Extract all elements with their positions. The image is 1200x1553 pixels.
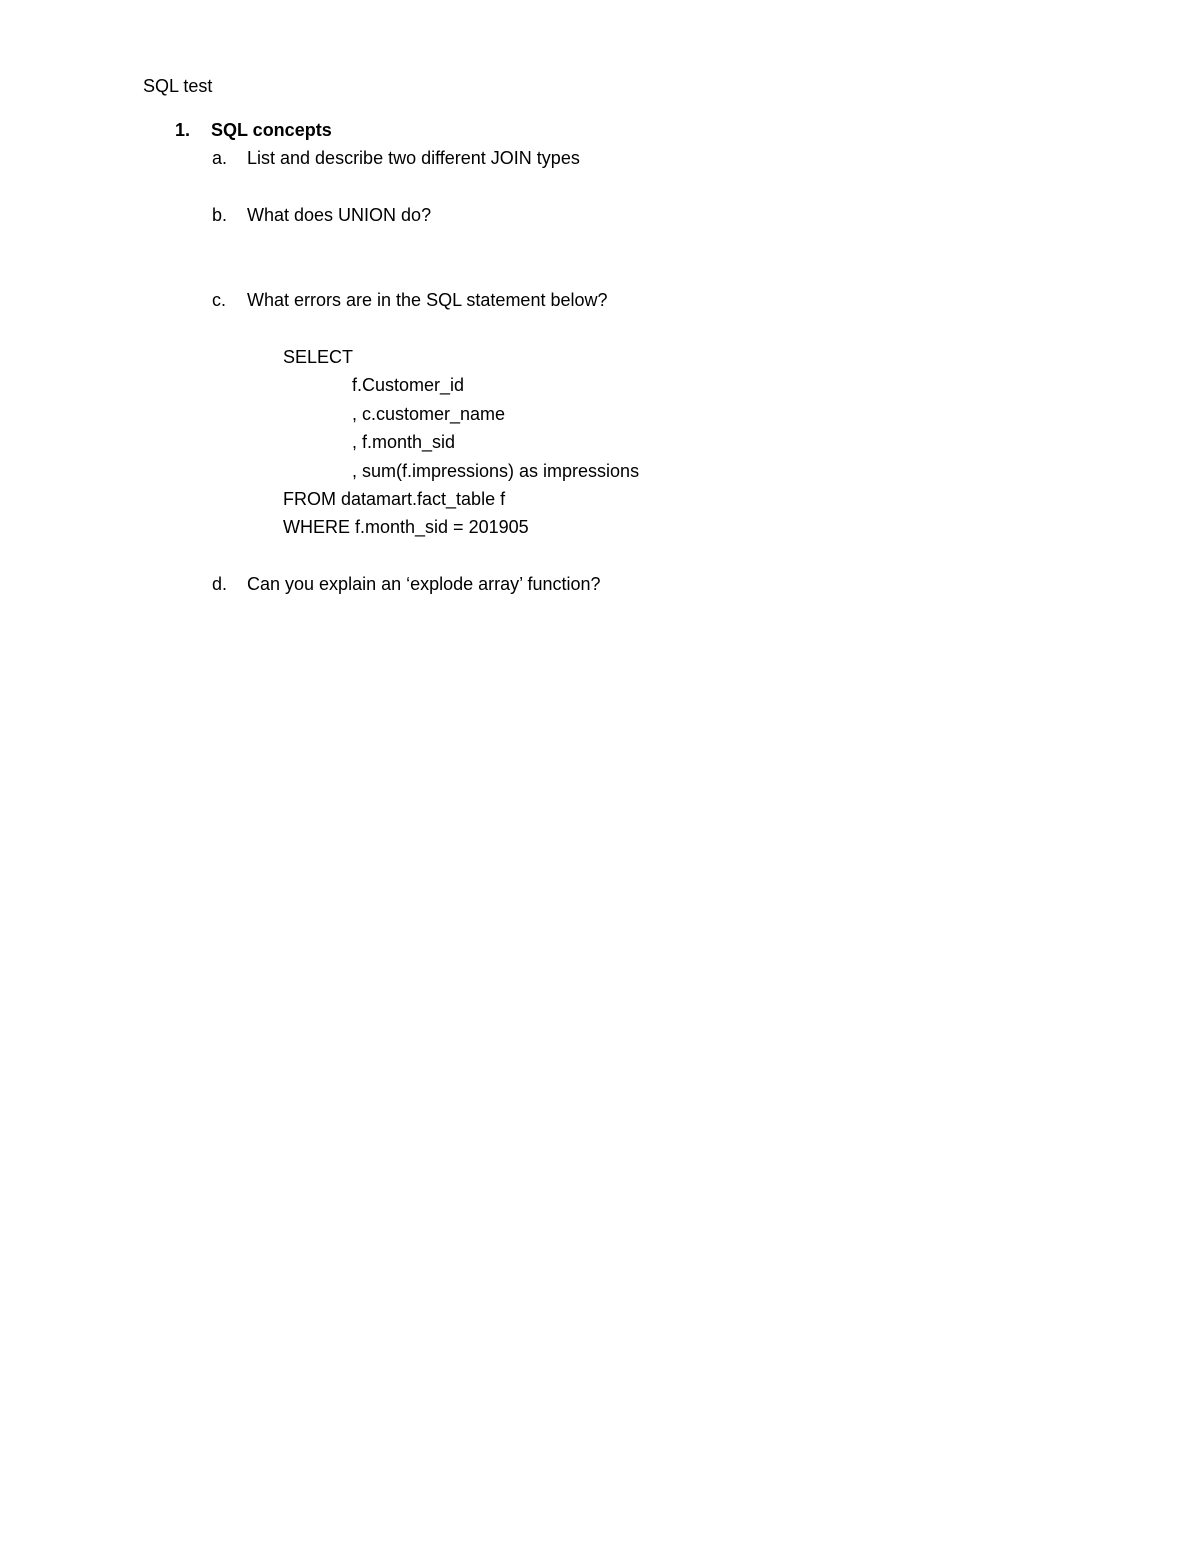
sql-line: , c.customer_name xyxy=(352,404,506,424)
question-b-text: What does UNION do? xyxy=(247,205,432,225)
sql-line: , f.month_sid xyxy=(352,432,456,452)
sql-line: FROM datamart.fact_table f xyxy=(283,489,506,509)
question-d-letter: d. xyxy=(212,574,228,594)
sql-line: f.Customer_id xyxy=(352,375,465,395)
question-a-letter: a. xyxy=(212,148,228,168)
question-d-text: Can you explain an ‘explode array’ function? xyxy=(247,574,601,594)
section-number: 1. xyxy=(175,120,191,140)
sql-line: , sum(f.impressions) as impressions xyxy=(352,461,640,481)
section-title: SQL concepts xyxy=(211,120,332,140)
question-c-text: What errors are in the SQL statement below? xyxy=(247,290,608,310)
question-a-text: List and describe two different JOIN types xyxy=(247,148,580,168)
sql-line: WHERE f.month_sid = 201905 xyxy=(283,517,529,537)
document-title: SQL test xyxy=(143,76,213,96)
sql-line: SELECT xyxy=(283,347,354,367)
question-b-letter: b. xyxy=(212,205,228,225)
question-c-letter: c. xyxy=(212,290,227,310)
